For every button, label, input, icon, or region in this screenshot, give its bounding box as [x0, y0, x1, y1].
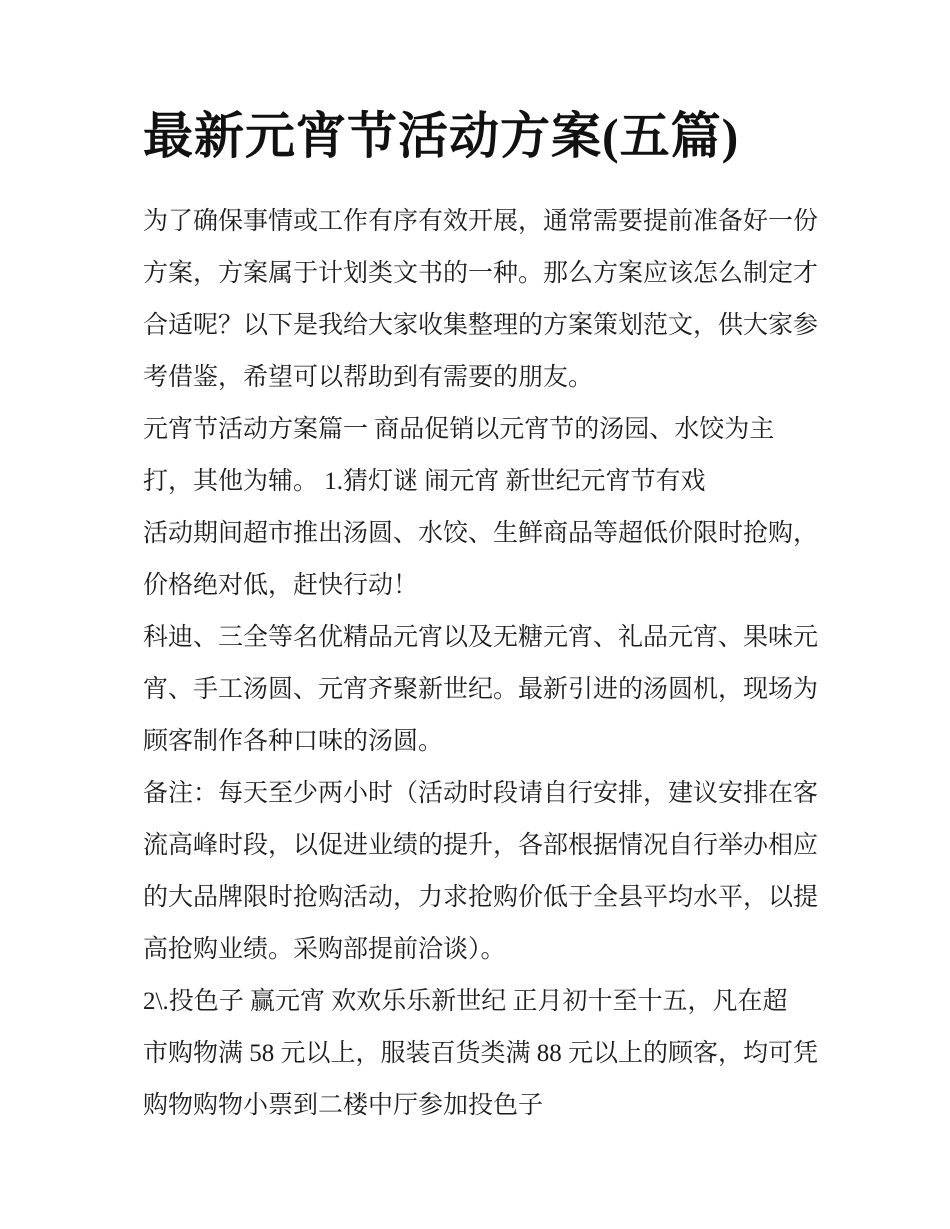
document-content — [143, 100, 833, 1132]
text-line: 市购物满 58 元以上，服装百货类满 88 元以上的顾客，均可凭 — [143, 1040, 819, 1067]
text-line: 为了确保事情或工作有序有效开展，通常需要提前准备好一份 — [143, 208, 819, 235]
text-line: 的大品牌限时抢购活动，力求抢购价低于全县平均水平，以提 — [143, 884, 819, 911]
text-line: 2\.投色子 赢元宵 欢欢乐乐新世纪 正月初十至十五，凡在超 — [143, 988, 788, 1015]
text-line: 宵、手工汤圆、元宵齐聚新世纪。最新引进的汤圆机，现场为 — [143, 676, 819, 703]
text-line: 顾客制作各种口味的汤圆。 — [143, 728, 444, 755]
text-line: 活动期间超市推出汤圆、水饺、生鲜商品等超低价限时抢购， — [143, 520, 819, 547]
text-line: 打，其他为辅。 1.猜灯谜 闹元宵 新世纪元宵节有戏 — [143, 468, 706, 495]
text-line: 方案，方案属于计划类文书的一种。那么方案应该怎么制定才 — [143, 260, 819, 287]
text-line: 高抢购业绩。采购部提前洽谈）。 — [143, 936, 506, 963]
document-title: 最新元宵节活动方案(五篇) — [143, 108, 740, 164]
text-line: 流高峰时段，以促进业绩的提升，各部根据情况自行举办相应 — [143, 832, 819, 859]
text-line: 考借鉴，希望可以帮助到有需要的朋友。 — [143, 364, 594, 391]
text-line: 备注：每天至少两小时（活动时段请自行安排，建议安排在客 — [143, 780, 819, 807]
text-line: 购物购物小票到二楼中厅参加投色子 — [143, 1092, 544, 1119]
text-line: 合适呢？以下是我给大家收集整理的方案策划范文，供大家参 — [143, 312, 819, 339]
text-line: 元宵节活动方案篇一 商品促销以元宵节的汤园、水饺为主 — [143, 416, 775, 443]
text-line: 科迪、三全等名优精品元宵以及无糖元宵、礼品元宵、果味元 — [143, 624, 819, 651]
text-line: 价格绝对低，赶快行动！ — [143, 572, 419, 599]
